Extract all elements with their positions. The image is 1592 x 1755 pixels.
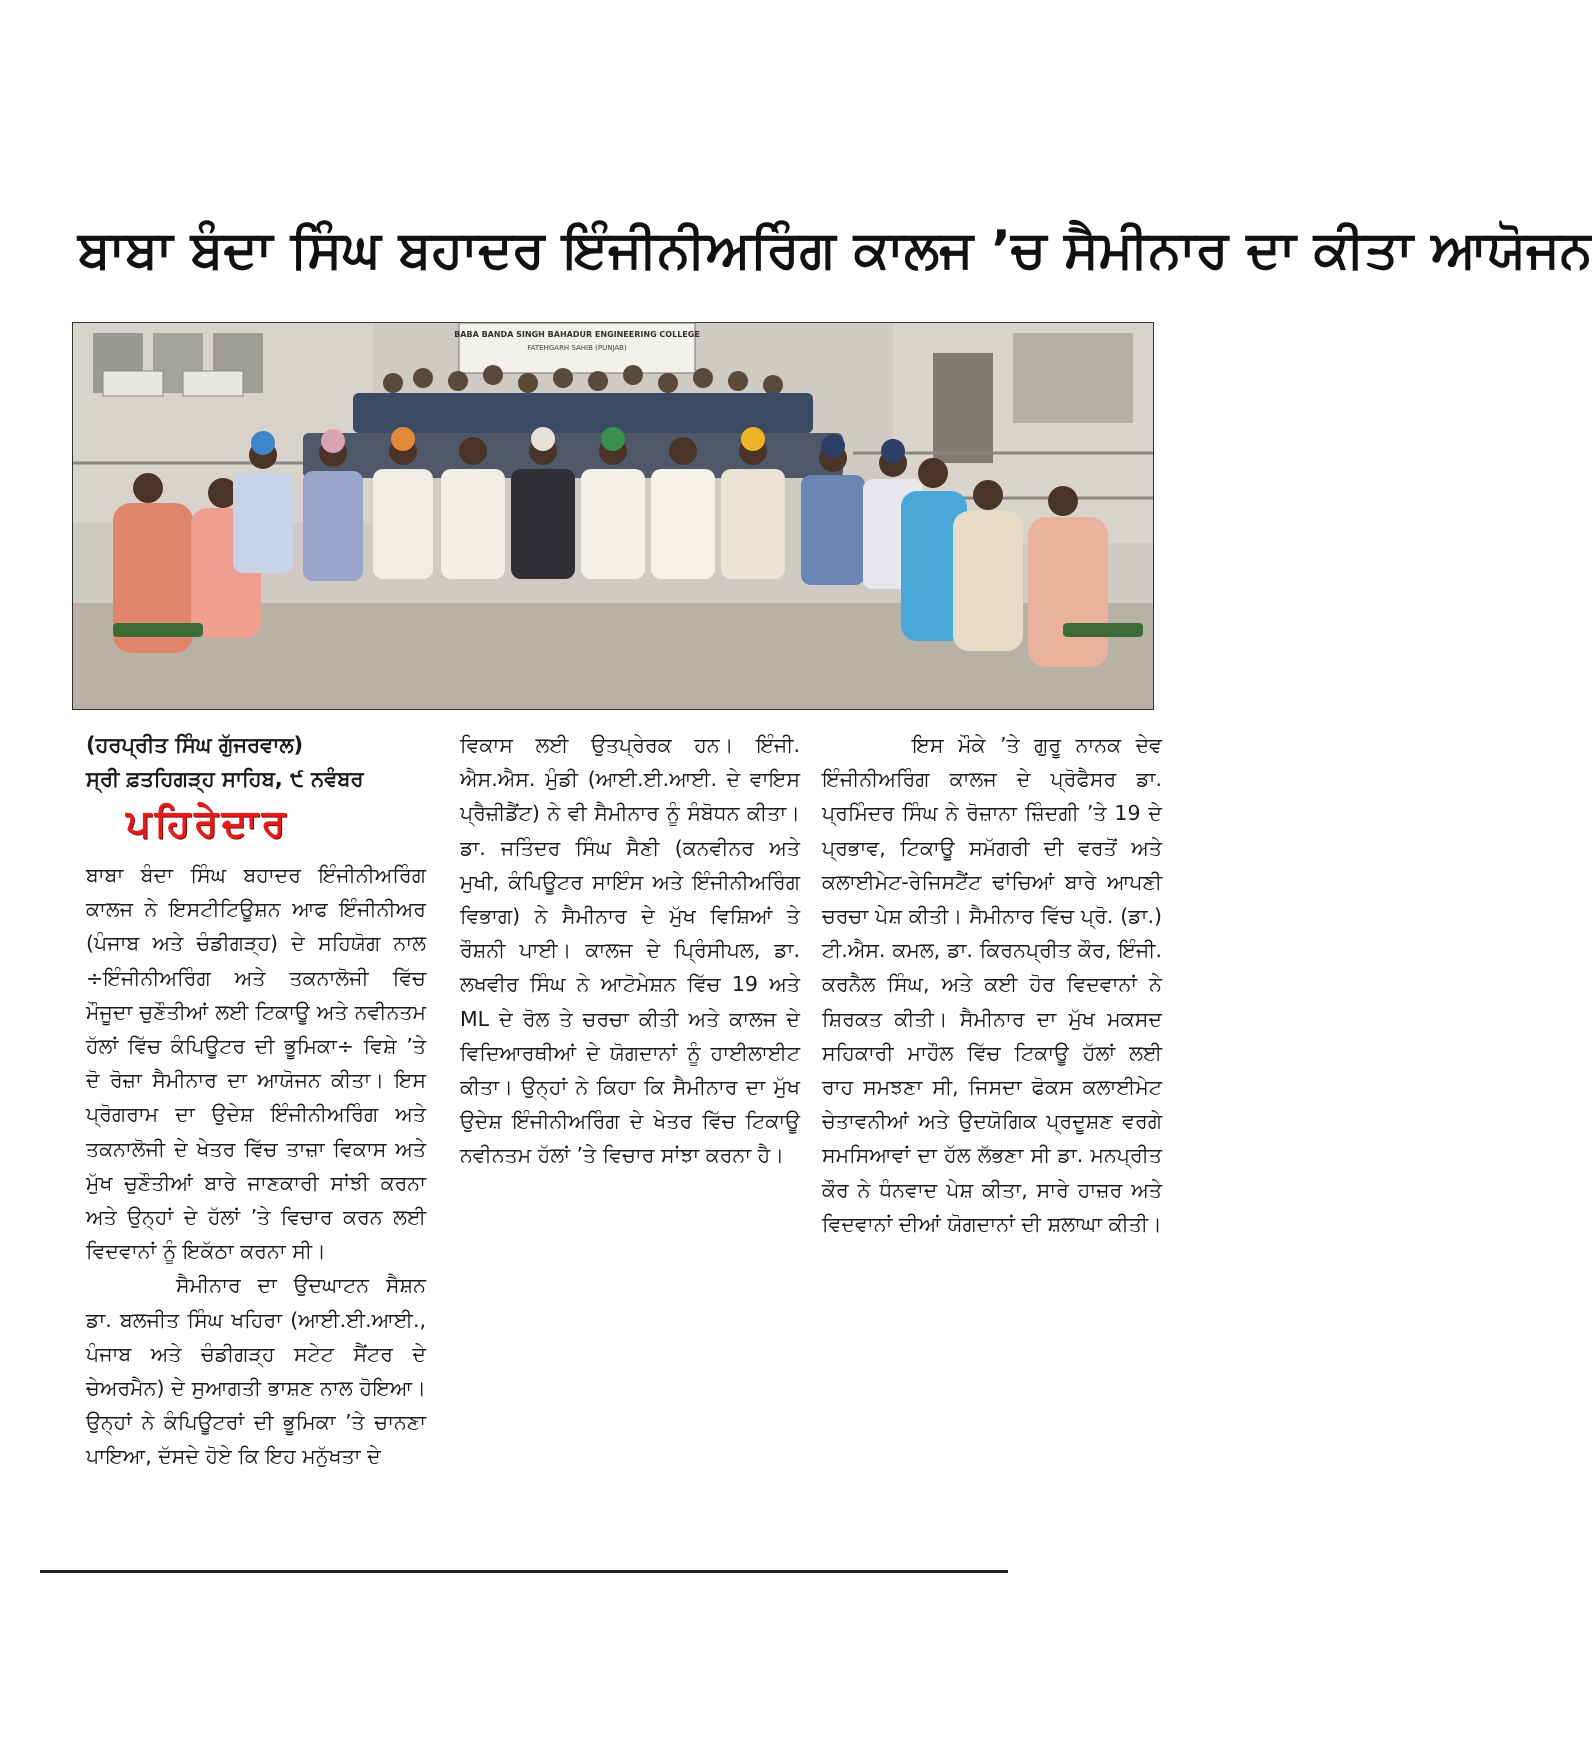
paragraph-2-continued: ਵਿਕਾਸ ਲਈ ਉਤਪ੍ਰੇਰਕ ਹਨ। ਇੰਜੀ. ਐਸ.ਐਸ. ਮੁੰਡੀ (ਆਈ.ਈ.ਆਈ. ਦੇ ਵਾਇਸ ਪ੍ਰੈਜ਼ੀਡੈਂਟ) ਨੇ ਵੀ ਸੈਮੀਨਾਰ ਨੂੰ ਸੰਬੋਧਨ ਕੀਤਾ। ਡਾ. ਜਤਿੰਦਰ ਸਿੰਘ ਸੈਣੀ (ਕਨਵੀਨਰ ਅਤੇ ਮੁਖੀ, ਕੰਪਿਊਟਰ ਸਾਇੰਸ ਅਤੇ ਇੰਜੀਨੀਅਰਿੰਗ ਵਿਭਾਗ) ਨੇ ਸੈਮੀਨਾਰ ਦੇ ਮੁੱਖ ਵਿਸ਼ਿਆਂ ਤੇ ਰੌਸ਼ਨੀ ਪਾਈ। ਕਾਲਜ ਦੇ ਪ੍ਰਿੰਸੀਪਲ, ਡਾ. ਲਖਵੀਰ ਸਿੰਘ ਨੇ ਆਟੋਮੇਸ਼ਨ ਵਿੱਚ 19 ਅਤੇ ML ਦੇ ਰੋਲ ਤੇ ਚਰਚਾ ਕੀਤੀ ਅਤੇ ਕਾਲਜ ਦੇ ਵਿਦਿਆਰਥੀਆਂ ਦੇ ਯੋਗਦਾਨਾਂ ਨੂੰ ਹਾਈਲਾਈਟ ਕੀਤਾ। ਉਨ੍ਹਾਂ ਨੇ ਕਿਹਾ ਕਿ ਸੈਮੀਨਾਰ ਦਾ ਮੁੱਖ ਉਦੇਸ਼ ਇੰਜੀਨੀਅਰਿੰਗ ਦੇ ਖੇਤਰ ਵਿੱਚ ਟਿਕਾਊ ਨਵੀਨਤਮ ਹੱਲਾਂ ’ਤੇ ਵਿਚਾਰ ਸਾਂਝਾ ਕਰਨਾ ਹੈ। [460, 733, 800, 1168]
headline: ਬਾਬਾ ਬੰਦਾ ਸਿੰਘ ਬਹਾਦਰ ਇੰਜੀਨੀਅਰਿੰਗ ਕਾਲਜ ’ਚ ਸੈਮੀਨਾਰ ਦਾ ਕੀਤਾ ਆਯੋਜਨ [78, 220, 1592, 280]
group-photo [72, 322, 1154, 710]
bottom-rule [40, 1570, 1008, 1573]
column-2 [460, 728, 800, 1173]
column-3 [822, 728, 1162, 1241]
paragraph-2: ਸੈਮੀਨਾਰ ਦਾ ਉਦਘਾਟਨ ਸੈਸ਼ਨ ਡਾ. ਬਲਜੀਤ ਸਿੰਘ ਖਹਿਰਾ (ਆਈ.ਈ.ਆਈ., ਪੰਜਾਬ ਅਤੇ ਚੰਡੀਗੜ੍ਹ ਸਟੇਟ ਸੈਂਟਰ ਦੇ ਚੇਅਰਮੈਨ) ਦੇ ਸੁਆਗਤੀ ਭਾਸ਼ਣ ਨਾਲ ਹੋਇਆ। ਉਨ੍ਹਾਂ ਨੇ ਕੰਪਿਊਟਰਾਂ ਦੀ ਭੂਮਿਕਾ ’ਤੇ ਚਾਨਣਾ ਪਾਇਆ, ਦੱਸਦੇ ਹੋਏ ਕਿ ਇਹ ਮਨੁੱਖਤਾ ਦੇ [86, 1273, 426, 1469]
paragraph-1: ਬਾਬਾ ਬੰਦਾ ਸਿੰਘ ਬਹਾਦਰ ਇੰਜੀਨੀਅਰਿੰਗ ਕਾਲਜ ਨੇ ਇਸਟੀਟਿਊਸ਼ਨ ਆਫ ਇੰਜੀਨੀਅਰ (ਪੰਜਾਬ ਅਤੇ ਚੰਡੀਗੜ੍ਹ) ਦੇ ਸਹਿਯੋਗ ਨਾਲ ÷ਇੰਜੀਨੀਅਰਿੰਗ ਅਤੇ ਤਕਨਾਲੋਜੀ ਵਿੱਚ ਮੌਜੂਦਾ ਚੁਣੌਤੀਆਂ ਲਈ ਟਿਕਾਊ ਅਤੇ ਨਵੀਨਤਮ ਹੱਲਾਂ ਵਿੱਚ ਕੰਪਿਊਟਰ ਦੀ ਭੂਮਿਕਾ÷ ਵਿਸ਼ੇ ’ਤੇ ਦੋ ਰੋਜ਼ਾ ਸੈਮੀਨਾਰ ਦਾ ਆਯੋਜਨ ਕੀਤਾ। ਇਸ ਪ੍ਰੋਗਰਾਮ ਦਾ ਉਦੇਸ਼ ਇੰਜੀਨੀਅਰਿੰਗ ਅਤੇ ਤਕਨਾਲੋਜੀ ਦੇ ਖੇਤਰ ਵਿੱਚ ਤਾਜ਼ਾ ਵਿਕਾਸ ਅਤੇ ਮੁੱਖ ਚੁਣੌਤੀਆਂ ਬਾਰੇ ਜਾਣਕਾਰੀ ਸਾਂਝੀ ਕਰਨਾ ਅਤੇ ਉਨ੍ਹਾਂ ਦੇ ਹੱਲਾਂ ’ਤੇ ਵਿਚਾਰ ਕਰਨ ਲਈ ਵਿਦਵਾਨਾਂ ਨੂੰ ਇਕੱਠਾ ਕਰਨਾ ਸੀ। [86, 863, 426, 1264]
column-1 [86, 728, 426, 1474]
banner-line1: BABA BANDA SINGH BAHADUR ENGINEERING COLLEGE [454, 330, 700, 339]
banner-line2: FATEHGARH SAHIB (PUNJAB) [527, 344, 627, 352]
dateline: ਸ੍ਰੀ ਫ਼ਤਹਿਗੜ੍ਹ ਸਾਹਿਬ, ੯ ਨਵੰਬਰ [86, 767, 364, 791]
newspaper-logo [126, 802, 426, 844]
author-byline: (ਹਰਪ੍ਰੀਤ ਸਿੰਘ ਗੁੱਜਰਵਾਲ) [86, 733, 304, 757]
logo-text: ਪਹਿਰੇਦਾਰ [126, 800, 290, 845]
paragraph-3: ਇਸ ਮੌਕੇ ’ਤੇ ਗੁਰੂ ਨਾਨਕ ਦੇਵ ਇੰਜੀਨੀਅਰਿੰਗ ਕਾਲਜ ਦੇ ਪ੍ਰੋਫੈਸਰ ਡਾ. ਪ੍ਰਮਿੰਦਰ ਸਿੰਘ ਨੇ ਰੋਜ਼ਾਨਾ ਜ਼ਿੰਦਗੀ ’ਤੇ 19 ਦੇ ਪ੍ਰਭਾਵ, ਟਿਕਾਊ ਸਮੱਗਰੀ ਦੀ ਵਰਤੋਂ ਅਤੇ ਕਲਾਈਮੇਟ-ਰੇਜਿਸਟੈਂਟ ਢਾਂਚਿਆਂ ਬਾਰੇ ਆਪਣੀ ਚਰਚਾ ਪੇਸ਼ ਕੀਤੀ। ਸੈਮੀਨਾਰ ਵਿੱਚ ਪ੍ਰੋ. (ਡਾ.) ਟੀ.ਐਸ. ਕਮਲ, ਡਾ. ਕਿਰਨਪ੍ਰੀਤ ਕੌਰ, ਇੰਜੀ. ਕਰਨੈਲ ਸਿੰਘ, ਅਤੇ ਕਈ ਹੋਰ ਵਿਦਵਾਨਾਂ ਨੇ ਸ਼ਿਰਕਤ ਕੀਤੀ। ਸੈਮੀਨਾਰ ਦਾ ਮੁੱਖ ਮਕਸਦ ਸਹਿਕਾਰੀ ਮਾਹੌਲ ਵਿੱਚ ਟਿਕਾਊ ਹੱਲਾਂ ਲਈ ਰਾਹ ਸਮਝਣਾ ਸੀ, ਜਿਸਦਾ ਫੋਕਸ ਕਲਾਈਮੇਟ ਚੇਤਾਵਨੀਆਂ ਅਤੇ ਉਦਯੋਗਿਕ ਪ੍ਰਦੂਸ਼ਣ ਵਰਗੇ ਸਮਸਿਆਵਾਂ ਦਾ ਹੱਲ ਲੱਭਣਾ ਸੀ ਡਾ. ਮਨਪ੍ਰੀਤ ਕੌਰ ਨੇ ਧੰਨਵਾਦ ਪੇਸ਼ ਕੀਤਾ, ਸਾਰੇ ਹਾਜ਼ਰ ਅਤੇ ਵਿਦਵਾਨਾਂ ਦੀਆਂ ਯੋਗਦਾਨਾਂ ਦੀ ਸ਼ਲਾਘਾ ਕੀਤੀ। [822, 733, 1162, 1236]
